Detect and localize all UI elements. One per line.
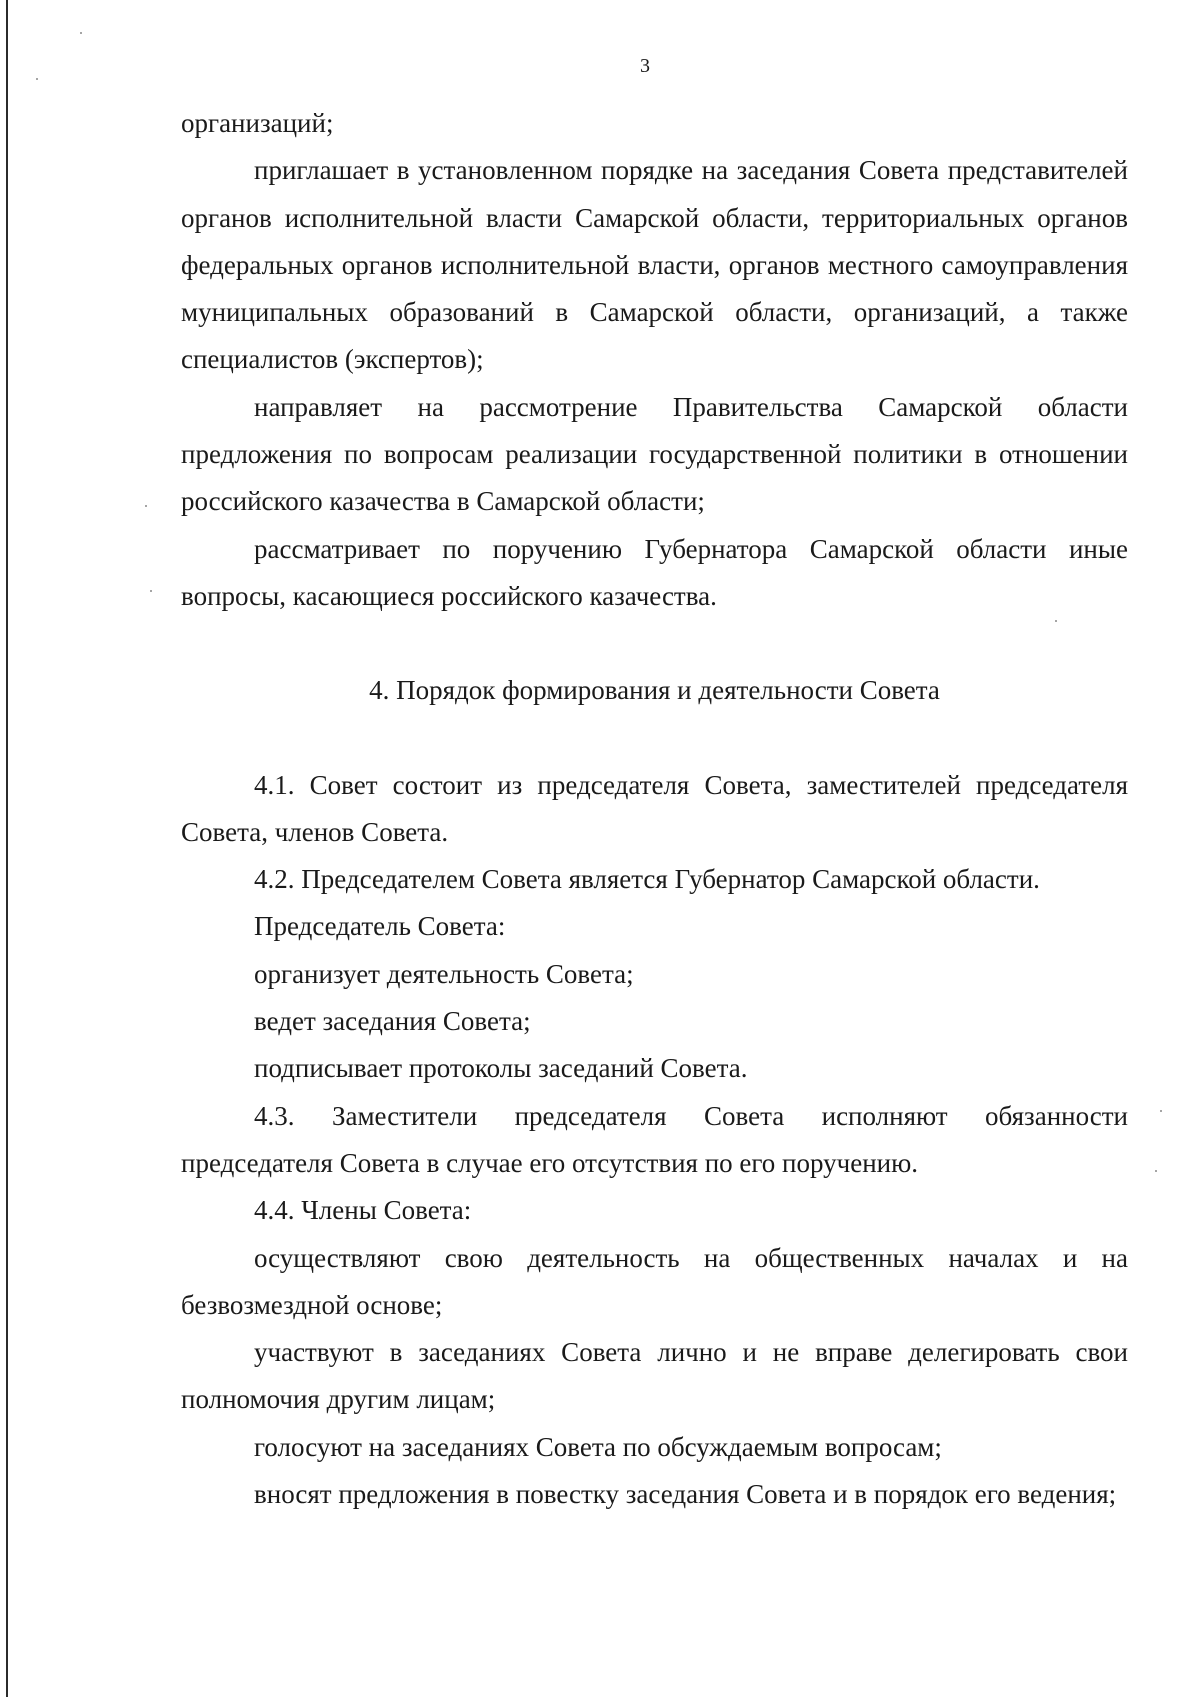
document-body xyxy=(181,100,1128,1518)
paragraph: организует деятельность Совета; xyxy=(254,958,634,989)
scan-left-border xyxy=(6,0,8,1697)
paragraph: подписывает протоколы заседаний Совета. xyxy=(254,1053,748,1084)
scan-speck xyxy=(145,505,147,507)
paragraph: 4.1. Совет состоит из председателя Совета, заместителей председателя Совета, членов Совета. xyxy=(181,769,1128,847)
paragraph: голосуют на заседаниях Совета по обсуждаемым вопросам; xyxy=(254,1431,942,1462)
paragraph: рассматривает по поручению Губернатора Самарской области иные вопросы, касающиеся российского казачества. xyxy=(181,533,1128,611)
paragraph: 4.4. Члены Совета: xyxy=(254,1195,472,1226)
scan-speck xyxy=(80,32,82,34)
paragraph: Председатель Совета: xyxy=(254,911,506,942)
paragraph: приглашает в установленном порядке на заседания Совета представителей органов исполнительной власти Самарской области, территориальных органов федеральных органов исполнительной власти, органов местного самоуправления муниципальных образований в Самарской области, организаций, а также специалистов (экспертов); xyxy=(181,155,1128,375)
page-number: 3 xyxy=(640,55,650,77)
paragraph: организаций; xyxy=(181,108,334,138)
scan-speck xyxy=(1160,1110,1162,1112)
paragraph: участвуют в заседаниях Совета лично и не вправе делегировать свои полномочия другим лицам; xyxy=(181,1337,1128,1415)
paragraph: направляет на рассмотрение Правительства Самарской области предложения по вопросам реализации государственной политики в отношении российского казачества в Самарской области; xyxy=(181,391,1128,517)
scan-speck xyxy=(150,590,152,592)
scan-speck xyxy=(36,78,38,80)
paragraph: 4.3. Заместители председателя Совета исполняют обязанности председателя Совета в случае его отсутствия по его поручению. xyxy=(181,1100,1128,1178)
paragraph: осуществляют свою деятельность на общественных началах и на безвозмездной основе; xyxy=(181,1242,1128,1320)
paragraph: вносят предложения в повестку заседания Совета и в порядок его ведения; xyxy=(254,1479,1117,1510)
section-heading: 4. Порядок формирования и деятельности Совета xyxy=(369,675,940,706)
paragraph: 4.2. Председателем Совета является Губернатор Самарской области. xyxy=(254,864,1040,895)
scan-speck xyxy=(1155,1170,1157,1172)
paragraph: ведет заседания Совета; xyxy=(254,1006,531,1037)
